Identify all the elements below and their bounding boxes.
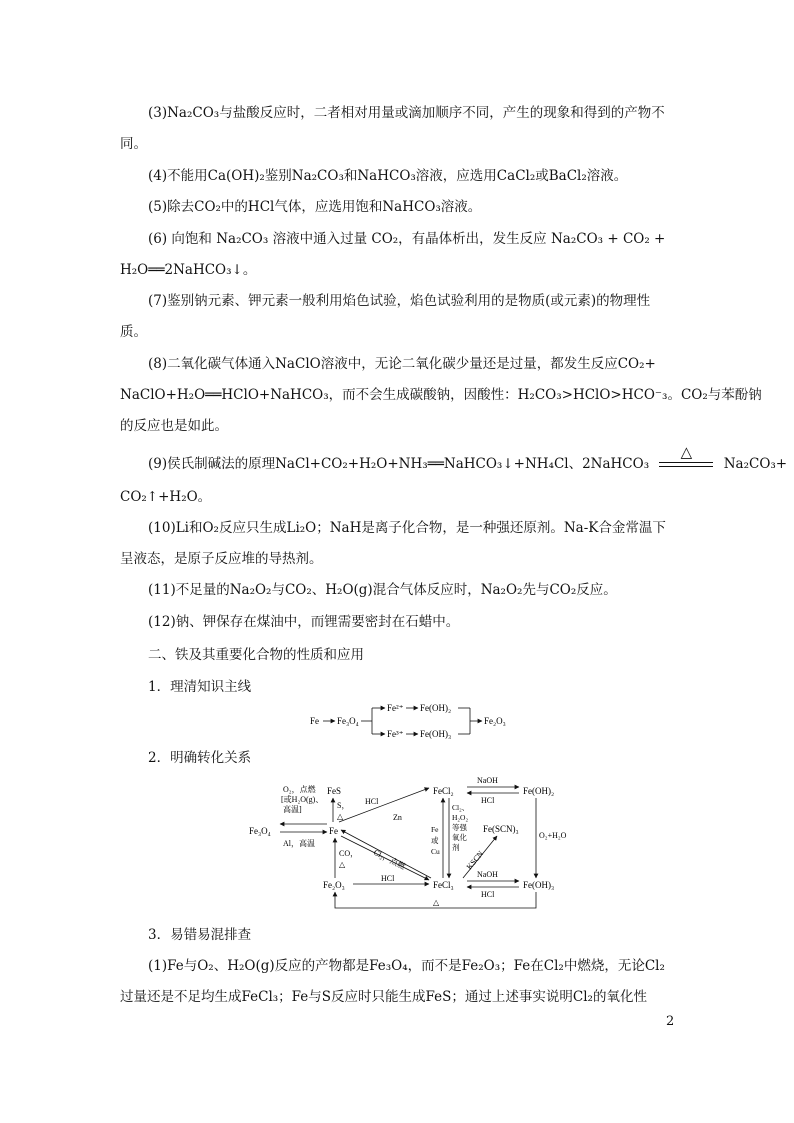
node-fes: FeS — [327, 786, 342, 796]
label-oxid-1: Cl₂、 — [452, 803, 470, 812]
ml-fe2plus: Fe²⁺ — [387, 703, 404, 713]
label-o2-2: [或H₂O(g)、 — [281, 795, 324, 804]
node-fe: Fe — [329, 826, 338, 836]
label-hcl-3: HCl — [481, 796, 495, 805]
conversion-diagram — [245, 772, 585, 914]
label-red-3: Cu — [431, 847, 440, 856]
ml-feoh3: Fe(OH)₃ — [420, 729, 452, 739]
label-o2-1: O₂，点燃 — [283, 785, 316, 794]
label-oxid-4: 氧化 — [452, 833, 467, 842]
label-s-delta: △ — [337, 812, 344, 821]
node-fescn: Fe(SCN)₃ — [483, 824, 519, 834]
label-oxid-2: H₂O₂ — [452, 813, 469, 822]
label-oxid-5: 剂 — [452, 843, 460, 852]
section-title: 二、铁及其重要化合物的性质和应用 — [148, 647, 364, 663]
subheading-1: 1．理清知识主线 — [148, 679, 252, 695]
label-al: Al，高温 — [283, 839, 315, 848]
ml-fe2o3: Fe₂O₃ — [484, 716, 506, 726]
label-co-delta: △ — [339, 860, 346, 869]
item-5: (5)除去CO₂中的HCl气体，应选用饱和NaHCO₃溶液。 — [148, 199, 482, 215]
item-4: (4)不能用Ca(OH)₂鉴别Na₂CO₃和NaHCO₃溶液，应选用CaCl₂或BaCl₂溶液。 — [148, 168, 628, 184]
node-feoh2: Fe(OH)₂ — [523, 786, 555, 796]
last-item-line-2: 过量还是不足均生成FeCl₃；Fe与S反应时只能生成FeS；通过上述事实说明Cl₂的氧化性 — [120, 989, 647, 1005]
item-10-line-1: (10)Li和O₂反应只生成Li₂O；NaH是离子化合物，是一种强还原剂。Na-K合金常温下 — [148, 520, 666, 536]
label-naoh-2: NaOH — [477, 870, 498, 879]
item-8-line-2: NaClO+H₂O══HClO+NaHCO₃，而不会生成碳酸钠，因酸性：H₂CO₃>HClO>HCO⁻₃。CO₂与苯酚钠 — [120, 387, 762, 403]
node-fecl2: FeCl₂ — [433, 786, 454, 796]
item-7-line-2: 质。 — [120, 324, 147, 340]
node-fe2o3: Fe₂O₃ — [323, 880, 345, 890]
item-6-line-1: (6) 向饱和 Na₂CO₃ 溶液中通入过量 CO₂，有晶体析出，发生反应 Na₂CO₃ + CO₂ + — [148, 231, 666, 247]
delta-symbol: △ — [680, 443, 693, 461]
arrow-fe-to-fecl2 — [339, 788, 429, 822]
label-red-1: Fe — [431, 825, 439, 834]
node-feoh3: Fe(OH)₃ — [523, 880, 555, 890]
label-hcl-1: HCl — [365, 797, 379, 806]
page-number: 2 — [666, 1014, 675, 1029]
label-hcl-4: HCl — [481, 890, 495, 899]
ml-feoh2: Fe(OH)₂ — [420, 703, 452, 713]
subheading-3: 3．易错易混排查 — [148, 927, 252, 943]
label-naoh-1: NaOH — [477, 776, 498, 785]
item-9-line-2: CO₂↑+H₂O。 — [120, 489, 212, 505]
ml-fe: Fe — [310, 716, 319, 726]
item-6-line-2: H₂O══2NaHCO₃↓。 — [120, 262, 257, 278]
item-11: (11)不足量的Na₂O₂与CO₂、H₂O(g)混合气体反应时，Na₂O₂先与CO₂反应。 — [148, 582, 617, 598]
item-7-line-1: (7)鉴别钠元素、钾元素一般利用焰色试验，焰色试验利用的是物质(或元素)的物理性 — [148, 293, 651, 309]
ml-fe3o4: Fe₃O₄ — [337, 716, 359, 726]
last-item-line-1: (1)Fe与O₂、H₂O(g)反应的产物都是Fe₃O₄，而不是Fe₂O₃；Fe在Cl₂中燃烧，无论Cl₂ — [148, 958, 665, 974]
label-kscn: KSCN — [464, 849, 486, 872]
double-bar-arrow — [659, 462, 713, 467]
label-s: S， — [337, 801, 350, 810]
label-o2h2o: O₂+H₂O — [539, 831, 567, 840]
label-hcl-2: HCl — [381, 874, 395, 883]
item-3-line-2: 同。 — [120, 136, 147, 152]
item-9-equation: (9)侯氏制碱法的原理NaCl+CO₂+H₂O+NH₃══NaHCO₃↓+NH₄Cl、2NaHCO₃ — [148, 456, 650, 472]
label-red-2: 或 — [431, 836, 439, 845]
label-cl2-burn: Cl₂，点燃 — [372, 847, 407, 872]
node-fe3o4: Fe₃O₄ — [249, 826, 271, 836]
label-oxid-3: 等强 — [452, 823, 467, 832]
item-12: (12)钠、钾保存在煤油中，而锂需要密封在石蜡中。 — [148, 614, 460, 630]
label-bottom-delta: △ — [433, 898, 440, 907]
label-o2-3: 高温] — [283, 805, 302, 814]
node-fecl3: FeCl₃ — [433, 880, 454, 890]
item-9-line-1 — [148, 443, 788, 474]
main-line-diagram — [300, 700, 560, 744]
item-10-line-2: 呈液态，是原子反应堆的导热剂。 — [120, 551, 323, 567]
subheading-2: 2．明确转化关系 — [148, 750, 252, 766]
label-co: CO， — [339, 849, 359, 858]
label-zn: Zn — [393, 813, 402, 822]
item-8-line-1: (8)二氧化碳气体通入NaClO溶液中，无论二氧化碳少量还是过量，都发生反应CO₂+ — [148, 356, 656, 372]
item-3-line-1: (3)Na₂CO₃与盐酸反应时，二者相对用量或滴加顺序不同，产生的现象和得到的产物不 — [148, 105, 665, 121]
ml-fe3plus: Fe³⁺ — [387, 729, 404, 739]
item-8-line-3: 的反应也是如此。 — [120, 418, 228, 434]
item-9-product: Na₂CO₃+ — [723, 456, 788, 472]
